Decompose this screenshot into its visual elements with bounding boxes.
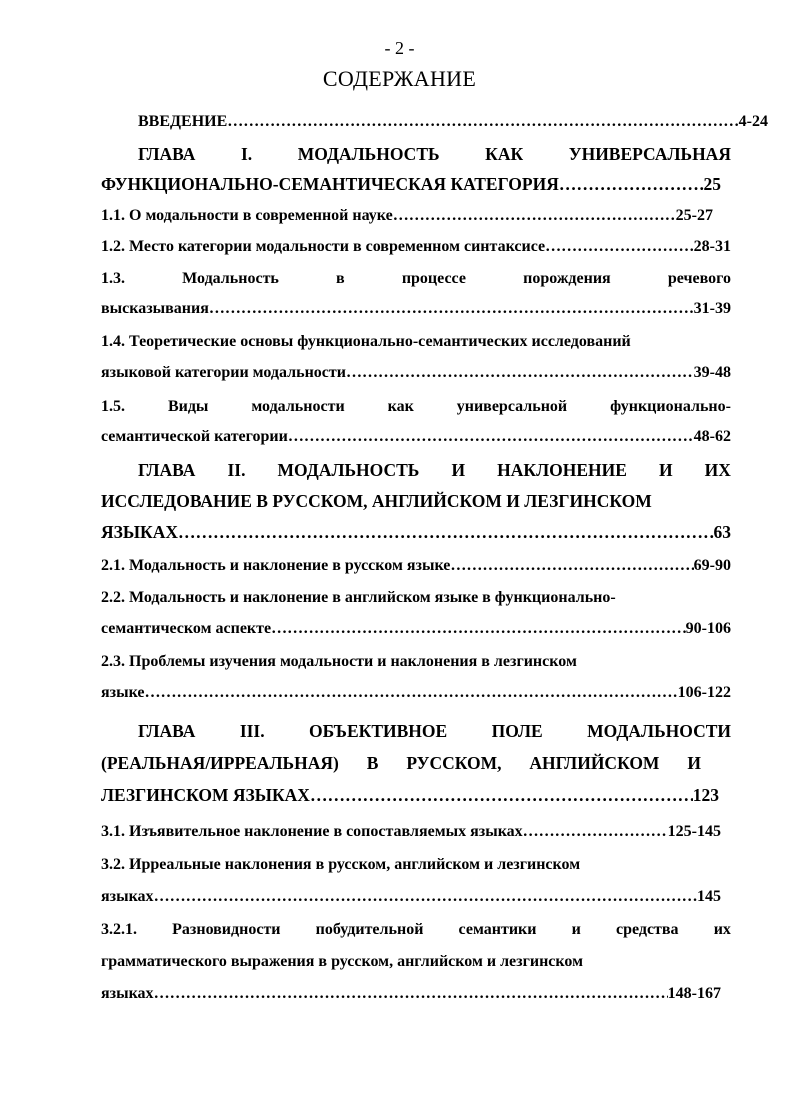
toc-section-1-4-line2: языковой категории модальности ……………………………………………………………………………………………………………………………………………………………… 39-48: [101, 364, 731, 382]
toc-section-2-3-line2: языке ……………………………………………………………………………………………………………………………………………………………… 106-122: [101, 684, 731, 702]
toc-chapter-3-line2: (РЕАЛЬНАЯ/ИРРЕАЛЬНАЯ) В РУССКОМ, АНГЛИЙСКОМ И: [101, 753, 701, 773]
toc-intro-page: 4-24: [738, 113, 768, 130]
leader-dots: [346, 364, 694, 382]
page-title: СОДЕРЖАНИЕ: [322, 66, 477, 91]
toc-intro-text: ВВЕДЕНИЕ: [138, 113, 228, 130]
leader-dots: [450, 557, 693, 575]
toc-chapter-3-title: ГЛАВА III. ОБЪЕКТИВНОЕ ПОЛЕ МОДАЛЬНОСТИ: [138, 721, 731, 741]
toc-chapter-2-line2: ИССЛЕДОВАНИЕ В РУССКОМ, АНГЛИЙСКОМ И ЛЕЗГИНСКОМ: [101, 491, 652, 511]
leader-dots: [393, 207, 676, 225]
toc-section-3-2-1-line1: 3.2.1. Разновидности побудительной семантики и средства их: [101, 921, 731, 938]
leader-dots: [227, 113, 738, 131]
toc-section-2-2-line2: семантическом аспекте ……………………………………………………………………………………………………………………………………………………………… 90-106: [101, 620, 731, 638]
toc-section-3-2-1-line2: грамматического выражения в русском, английском и лезгинском: [101, 953, 583, 970]
leader-dots: [523, 823, 668, 841]
leader-dots: [154, 985, 668, 1003]
leader-dots: [545, 238, 694, 256]
leader-dots: [288, 428, 694, 446]
toc-section-1-5-line2: семантической категории ……………………………………………………………………………………………………………………………………………………………… 48-62: [101, 428, 731, 446]
toc-section-1-2: 1.2. Место категории модальности в современном синтаксисе ……………………………………………………………………………………………………………………………………………………………… 28-31: [101, 238, 731, 256]
toc-section-3-1: 3.1. Изъявительное наклонение в сопоставляемых языках ……………………………………………………………………………………………………………………………………………………………… 125-145: [101, 823, 721, 841]
toc-chapter-2-title: ГЛАВА II. МОДАЛЬНОСТЬ И НАКЛОНЕНИЕ И ИХ: [138, 460, 731, 480]
toc-section-2-3-line1: 2.3. Проблемы изучения модальности и наклонения в лезгинском: [101, 653, 577, 670]
toc-chapter-1-line2: ФУНКЦИОНАЛЬНО-СЕМАНТИЧЕСКАЯ КАТЕГОРИЯ ……………………………………………………………………………………………………………………………………………………………… 25: [101, 174, 721, 195]
toc-chapter-3-line3: ЛЕЗГИНСКОМ ЯЗЫКАХ ……………………………………………………………………………………………………………………………………………………………… 123: [101, 785, 719, 806]
toc-section-2-2-line1: 2.2. Модальность и наклонение в английском языке в функционально-: [101, 589, 616, 606]
leader-dots: [310, 785, 693, 806]
leader-dots: [209, 300, 694, 318]
toc-section-1-3-line1: 1.3. Модальность в процессе порождения речевого: [101, 270, 731, 287]
toc-section-3-2-line2: языках ……………………………………………………………………………………………………………………………………………………………… 145: [101, 888, 721, 906]
leader-dots: [271, 620, 686, 638]
toc-section-2-1: 2.1. Модальность и наклонение в русском языке ……………………………………………………………………………………………………………………………………………………………… 69-90: [101, 557, 731, 575]
toc-section-3-2-line1: 3.2. Ирреальные наклонения в русском, английском и лезгинском: [101, 856, 581, 873]
toc-section-3-2-1-line3: языках ……………………………………………………………………………………………………………………………………………………………… 148-167: [101, 985, 721, 1003]
toc-section-1-4-line1: 1.4. Теоретические основы функционально-семантических исследований: [101, 333, 631, 350]
toc-intro: [101, 113, 768, 131]
page-number: - 2 -: [384, 38, 415, 58]
toc-section-1-3-line2: высказывания ……………………………………………………………………………………………………………………………………………………………… 31-39: [101, 300, 731, 318]
leader-dots: [178, 522, 713, 543]
toc-chapter-2-line3: ЯЗЫКАХ ……………………………………………………………………………………………………………………………………………………………… 63: [101, 522, 731, 543]
leader-dots: [559, 174, 704, 195]
toc-chapter-1-title: ГЛАВА I. МОДАЛЬНОСТЬ КАК УНИВЕРСАЛЬНАЯ: [138, 144, 731, 164]
toc-chapter-1-page: 25: [703, 174, 721, 194]
leader-dots: [154, 888, 697, 906]
leader-dots: [145, 684, 678, 702]
toc-section-1-1: 1.1. О модальности в современной науке ……………………………………………………………………………………………………………………………………………………………… 25-27: [101, 207, 713, 225]
toc-section-1-5-line1: 1.5. Виды модальности как универсальной функционально-: [101, 398, 731, 415]
